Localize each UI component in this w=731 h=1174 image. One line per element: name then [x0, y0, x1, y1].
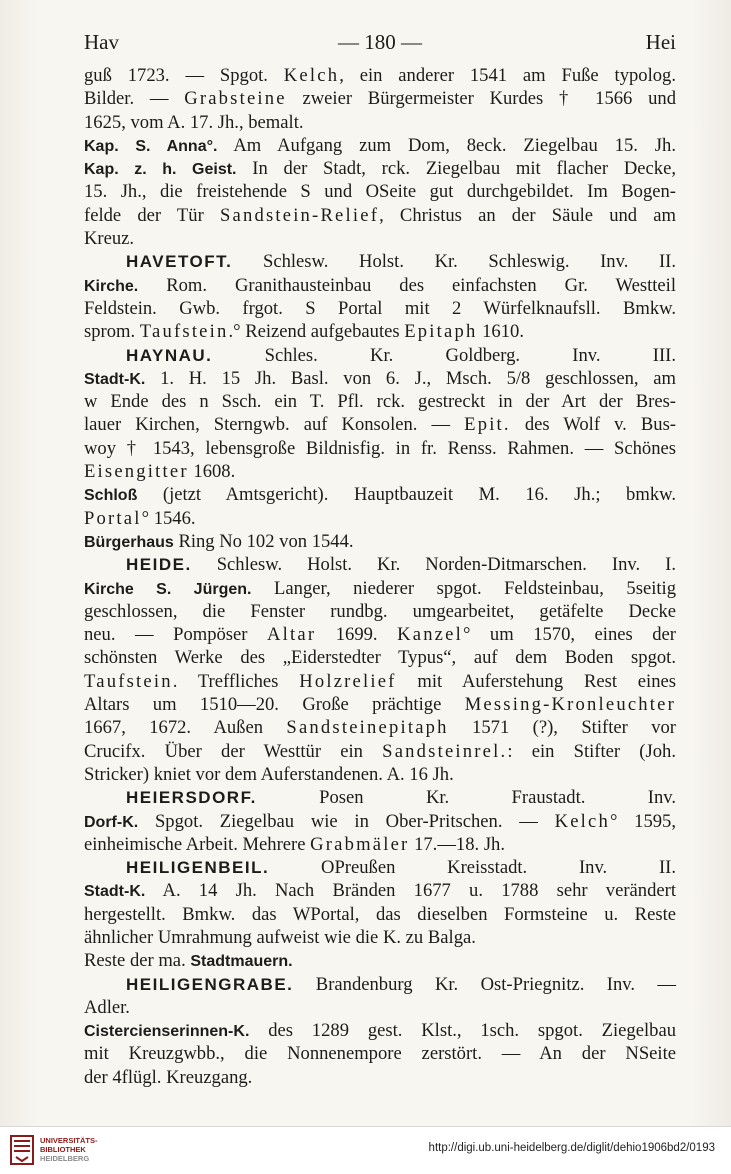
entry-heading: Dorf-K.: [84, 813, 139, 831]
spaced-term: Taufstein: [139, 321, 229, 343]
text-run: . Treffliches: [172, 670, 300, 692]
text-line: [84, 344, 676, 367]
entry-heading: HEIDE.: [126, 555, 192, 575]
running-header: [84, 30, 676, 58]
text-run: 1. H. 15 Jh. Basl. von 6. J., Msch. 5/8 geschlossen, am: [145, 367, 676, 389]
text-run: Brandenburg Kr. Ost-Priegnitz. Inv. —: [293, 973, 676, 995]
text-line: [84, 670, 676, 693]
text-run: Reste der ma.: [84, 950, 191, 972]
text-line: [84, 879, 676, 902]
text-run: Stricker) kniet vor dem Auferstandenen. A. 16 Jh.: [84, 763, 454, 785]
spaced-term: Portal: [84, 507, 142, 529]
text-line: [84, 740, 676, 763]
spaced-term: Sandstein-Relief: [219, 204, 380, 226]
text-run: einheimische Arbeit. Mehrere: [84, 833, 311, 855]
text-run: ° um 1570, eines der: [462, 624, 676, 646]
text-line: [84, 646, 676, 669]
header-left: Hav: [84, 30, 119, 54]
page-number: — 180 —: [338, 30, 422, 54]
text-line: [84, 413, 676, 436]
text-line: [84, 390, 676, 413]
text-line: [84, 903, 676, 926]
library-logo-icon[interactable]: [10, 1135, 34, 1165]
text-run: Posen Kr. Fraustadt. Inv.: [256, 787, 676, 809]
entry-heading: Cistercienserinnen-K.: [84, 1023, 250, 1041]
text-run: geschlossen, die Fenster rundbg. umgearbeitet, getäfelte Decke: [84, 600, 676, 622]
text-run: Schlesw. Holst. Kr. Schleswig. Inv. II.: [232, 251, 676, 273]
text-run: woy † 1543, lebensgroße Bildnisfig. in fr. Renss. Rahmen. — Schönes: [84, 437, 676, 459]
text-run: Ring No 102 von 1544.: [173, 530, 354, 552]
entry-heading: Stadt-K.: [84, 370, 146, 388]
text-line: [84, 437, 676, 460]
text-run: : ein Stifter (Joh.: [507, 740, 676, 762]
spaced-term: Sandsteinrel.: [382, 740, 508, 762]
text-run: 1571 (?), Stifter vor: [448, 717, 676, 739]
spaced-term: Grabmäler: [310, 833, 410, 855]
entry-heading: Stadtmauern.: [190, 953, 293, 971]
text-run: Kreuz.: [84, 228, 135, 250]
body-text: [84, 64, 676, 1089]
text-run: 17.—18. Jh.: [409, 833, 505, 855]
text-run: Rom. Granithausteinbau des einfachsten Gr. Westteil: [138, 274, 676, 296]
text-line: [84, 996, 676, 1019]
text-run: 15. Jh., die freistehende S und OSeite gut durchgebildet. Im Bogen-: [84, 181, 676, 203]
text-line: [84, 297, 676, 320]
text-run: Schles. Kr. Goldberg. Inv. III.: [212, 344, 676, 366]
text-line: [84, 949, 676, 972]
text-run: , ein anderer 1541 am Fuße typolog.: [339, 65, 676, 86]
text-run: Feldstein. Gwb. frgot. S Portal mit 2 Würfelknaufsll. Bmkw.: [84, 297, 676, 319]
text-line: [84, 157, 676, 180]
text-line: [84, 460, 676, 483]
text-run: ähnlicher Umrahmung aufweist wie die K. zu Balga.: [84, 926, 476, 948]
text-run: mit Kreuzgwbb., die Nonnenempore zerstört. — An der NSeite: [84, 1043, 676, 1065]
text-run: guß 1723. — Spgot.: [84, 65, 284, 86]
text-run: des 1289 gest. Klst., 1sch. spgot. Ziegelbau: [249, 1020, 676, 1042]
entry-heading: Kirche.: [84, 277, 139, 295]
text-line: [84, 483, 676, 506]
text-run: Bilder. —: [84, 88, 185, 110]
text-run: ° 1595,: [609, 810, 677, 832]
entry-heading: HEILIGENBEIL.: [126, 858, 270, 878]
text-line: [84, 204, 676, 227]
entry-heading: Kirche S. Jürgen.: [84, 580, 252, 598]
spaced-term: Eisengitter: [84, 461, 189, 483]
text-line: [84, 227, 676, 250]
text-line: [84, 973, 676, 996]
text-run: Am Aufgang zum Dom, 8eck. Ziegelbau 15. Jh.: [217, 134, 676, 156]
text-line: [84, 786, 676, 809]
text-run: Crucifx. Über der Westtür ein: [84, 740, 383, 762]
entry-heading: Kap. z. h. Geist.: [84, 161, 237, 179]
entry-heading: HAVETOFT.: [126, 252, 233, 272]
text-run: w Ende des n Ssch. ein T. Pfl. rck. gestreckt in der Art der Bres-: [84, 391, 676, 413]
text-line: [84, 600, 676, 623]
text-line: [84, 250, 676, 273]
logo-line: UNIVERSITÄTS-: [40, 1136, 98, 1145]
spaced-term: Altar: [267, 624, 317, 646]
text-run: 1610.: [477, 321, 524, 343]
entry-heading: HAYNAU.: [126, 345, 213, 365]
text-line: [84, 810, 676, 833]
spaced-term: Kelch: [554, 810, 610, 832]
text-run: lauer Kirchen, Sterngwb. auf Konsolen. —: [84, 414, 465, 436]
text-line: [84, 530, 676, 553]
text-line: [84, 320, 676, 343]
text-run: Spgot. Ziegelbau wie in Ober-Pritschen. —: [138, 810, 555, 832]
logo-line: HEIDELBERG: [40, 1154, 90, 1163]
text-run: 1667, 1672. Außen: [84, 717, 287, 739]
text-line: [84, 1066, 676, 1089]
text-run: ° 1546.: [141, 507, 196, 529]
spaced-term: Epit.: [464, 414, 511, 436]
entry-heading: Stadt-K.: [84, 883, 146, 901]
spaced-term: Holzrelief: [299, 670, 397, 692]
text-run: neu. — Pompöser: [84, 624, 268, 646]
entry-heading: Kap. S. Anna°.: [84, 137, 218, 155]
text-run: 1625, vom A. 17. Jh., bemalt.: [84, 111, 304, 133]
text-line: [84, 856, 676, 879]
spaced-term: Epitaph: [404, 321, 478, 343]
text-line: [84, 553, 676, 576]
footer-bar: [0, 1126, 731, 1174]
entry-heading: HEIERSDORF.: [126, 788, 257, 808]
text-line: [84, 180, 676, 203]
text-run: 1608.: [188, 461, 236, 483]
spaced-term: Grabsteine: [184, 88, 287, 110]
text-line: [84, 64, 676, 87]
text-line: [84, 716, 676, 739]
text-run: zweier Bürgermeister Kurdes † 1566 und: [286, 88, 676, 110]
text-line: [84, 623, 676, 646]
text-run: In der Stadt, rck. Ziegelbau mit flacher Decke,: [236, 158, 676, 180]
text-run: der 4flügl. Kreuzgang.: [84, 1066, 253, 1088]
text-line: [84, 763, 676, 786]
text-run: sprom.: [84, 321, 140, 343]
text-run: felde der Tür: [84, 204, 220, 226]
spaced-term: Kelch: [283, 65, 340, 86]
text-line: [84, 134, 676, 157]
text-line: [84, 577, 676, 600]
text-run: (jetzt Amtsgericht). Hauptbauzeit M. 16. Jh.; bmkw.: [137, 484, 676, 506]
text-run: des Wolf v. Bus-: [510, 414, 676, 436]
text-run: Adler.: [84, 996, 130, 1018]
text-line: [84, 111, 676, 134]
spaced-term: Messing-Kronleuchter: [464, 694, 676, 716]
text-run: 1699.: [316, 624, 398, 646]
entry-heading: HEILIGENGRABE.: [126, 974, 294, 994]
library-logo-text: [40, 1136, 98, 1163]
text-run: hergestellt. Bmkw. das WPortal, das dieselben Formsteine u. Reste: [84, 903, 676, 925]
spaced-term: Kanzel: [397, 624, 463, 646]
source-url-link[interactable]: http://digi.ub.uni-heidelberg.de/diglit/dehio1906bd2/0193: [428, 1142, 715, 1154]
text-run: Altars um 1510—20. Große prächtige: [84, 694, 465, 716]
logo-line: BIBLIOTHEK: [40, 1145, 86, 1154]
text-run: schönsten Werke des „Eiderstedter Typus“, auf dem Boden spgot.: [84, 647, 676, 669]
text-line: [84, 507, 676, 530]
spaced-term: Sandsteinepitaph: [286, 717, 449, 739]
text-run: , Christus an der Säule und am: [379, 204, 676, 226]
text-run: Langer, niederer spgot. Feldsteinbau, 5seitig: [251, 577, 677, 599]
text-run: OPreußen Kreisstadt. Inv. II.: [269, 857, 676, 879]
text-line: [84, 833, 676, 856]
text-line: [84, 1042, 676, 1065]
text-run: Schlesw. Holst. Kr. Norden-Ditmarschen. Inv. I.: [191, 554, 676, 576]
text-line: [84, 693, 676, 716]
text-line: [84, 1019, 676, 1042]
text-line: [84, 926, 676, 949]
text-line: [84, 274, 676, 297]
text-run: .° Reizend aufgebautes: [228, 321, 405, 343]
entry-heading: Bürgerhaus: [84, 533, 174, 551]
text-line: [84, 367, 676, 390]
entry-heading: Schloß: [84, 487, 138, 505]
text-run: mit Auferstehung Rest eines: [396, 670, 676, 692]
text-line: [84, 87, 676, 110]
text-run: A. 14 Jh. Nach Bränden 1677 u. 1788 sehr verändert: [145, 880, 676, 902]
header-right: Hei: [645, 30, 676, 54]
spaced-term: Taufstein: [84, 670, 173, 692]
